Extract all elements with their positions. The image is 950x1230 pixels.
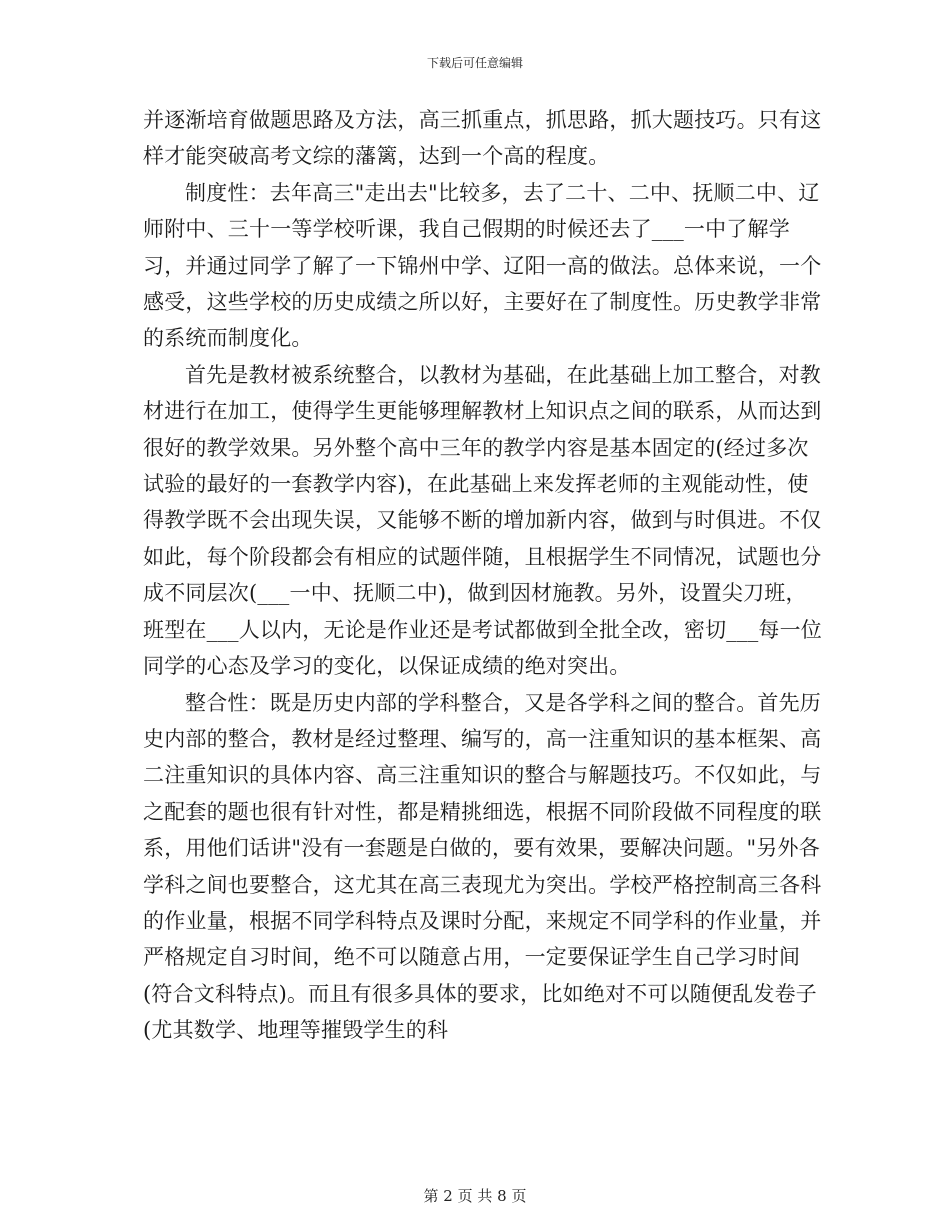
page-header-note: 下载后可任意编辑: [426, 56, 523, 70]
document-body: [143, 102, 823, 1049]
paragraph-textbook-integration: 首先是教材被系统整合，以教材为基础，在此基础上加工整合，对教材进行在加工，使得学生更能够理解教材上知识点之间的联系，从而达到很好的教学效果。另外整个高中三年的教学内容是基本固定的(经过多次试验的最好的一套教学内容)，在此基础上来发挥老师的主观能动性，使得教学既不会出现失误，又能够不断的增加新内容，做到与时俱进。不仅如此，每个阶段都会有相应的试题伴随，且根据学生不同情况，试题也分成不同层次(___一中、抚顺二中)，做到因材施教。另外，设置尖刀班，班型在___人以内，无论是作业还是考试都做到全批全改，密切___每一位同学的心态及学习的变化，以保证成绩的绝对突出。: [143, 362, 822, 679]
page-number: 第 2 页 共 8 页: [423, 1187, 527, 1205]
paragraph-institutional: 制度性：去年高三"走出去"比较多，去了二十、二中、抚顺二中、辽师附中、三十一等学校听课，我自己假期的时候还去了___一中了解学习，并通过同学了解了一下锦州中学、辽阳一高的做法。总体来说，一个感受，这些学校的历史成绩之所以好，主要好在了制度性。历史教学非常的系统而制度化。: [143, 180, 822, 351]
paragraph-continuation: 并逐渐培育做题思路及方法，高三抓重点，抓思路，抓大题技巧。只有这样才能突破高考文综的藩篱，达到一个高的程度。: [143, 108, 822, 169]
paragraph-integration: 整合性：既是历史内部的学科整合，又是各学科之间的整合。首先历史内部的整合，教材是经过整理、编写的，高一注重知识的基本框架、高二注重知识的具体内容、高三注重知识的整合与解题技巧。不仅如此，与之配套的题也很有针对性，都是精挑细选，根据不同阶段做不同程度的联系，用他们话讲"没有一套题是白做的，要有效果，要解决问题。"另外各学科之间也要整合，这尤其在高三表现尤为突出。学校严格控制高三各科的作业量，根据不同学科特点及课时分配，来规定不同学科的作业量，并严格规定自习时间，绝不可以随意占用，一定要保证学生自己学习时间(符合文科特点)。而且有很多具体的要求，比如绝对不可以随便乱发卷子(尤其数学、地理等摧毁学生的科: [143, 690, 822, 1043]
